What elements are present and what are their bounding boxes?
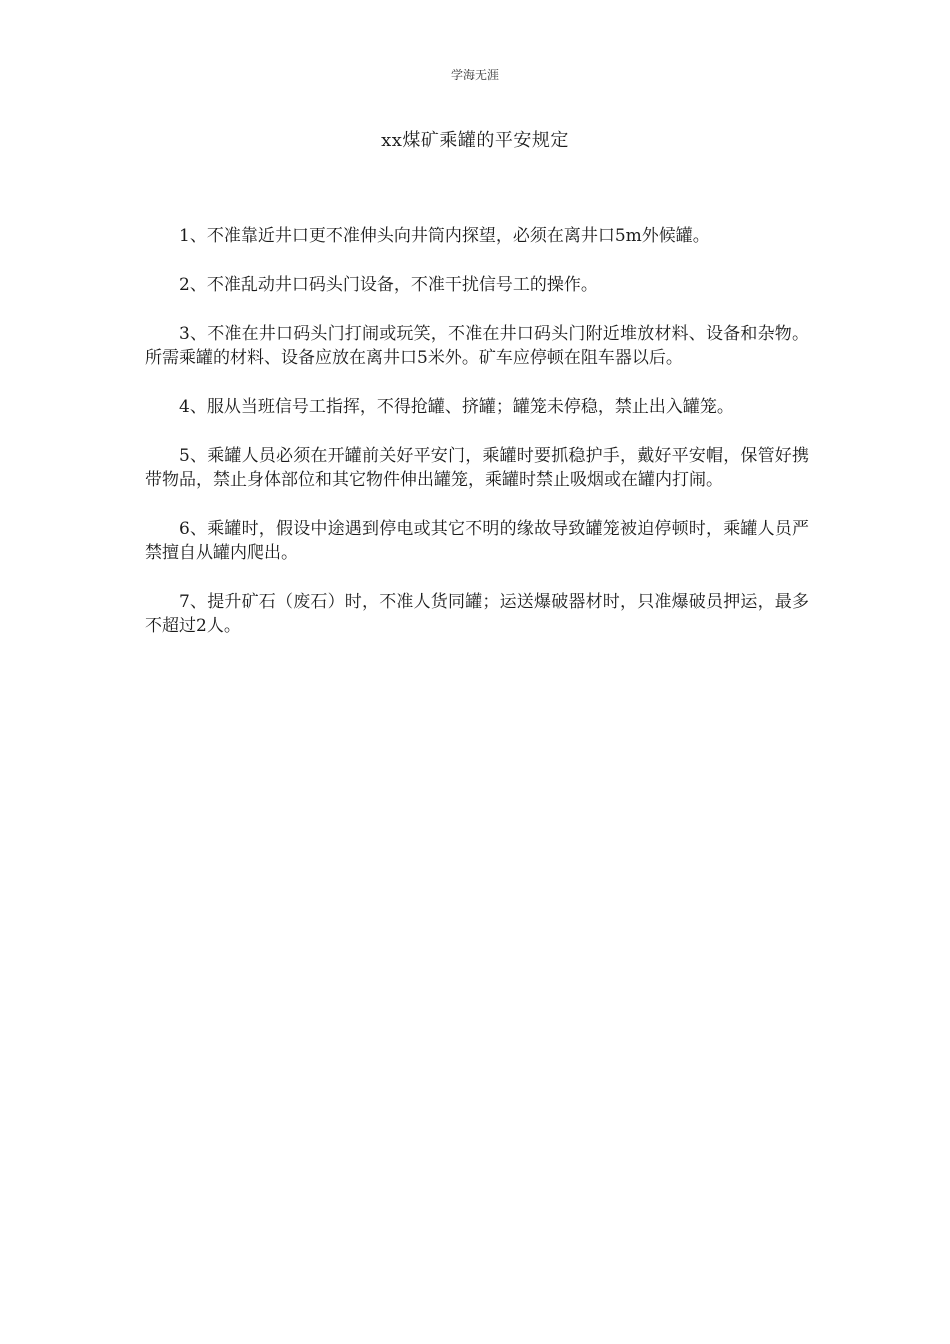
page-header: 学海无涯: [450, 68, 499, 82]
document-body: [145, 224, 809, 663]
rule-paragraph-2: 2、不准乱动井口码头门设备，不准干扰信号工的操作。: [179, 275, 598, 295]
rule-paragraph-7: 7、提升矿石（废石）时，不准人货同罐；运送爆破器材时，只准爆破员押运，最多不超过2人。: [145, 592, 809, 636]
rule-paragraph-5: 5、乘罐人员必须在开罐前关好平安门，乘罐时要抓稳护手，戴好平安帽，保管好携带物品，禁止身体部位和其它物件伸出罐笼，乘罐时禁止吸烟或在罐内打闹。: [145, 446, 809, 490]
rule-paragraph-1: 1、不准靠近井口更不准伸头向井筒内探望，必须在离井口5m外候罐。: [179, 226, 710, 246]
rule-paragraph-4: 4、服从当班信号工指挥，不得抢罐、挤罐；罐笼未停稳，禁止出入罐笼。: [179, 397, 734, 417]
rule-paragraph-6: 6、乘罐时，假设中途遇到停电或其它不明的缘故导致罐笼被迫停顿时，乘罐人员严禁擅自从罐内爬出。: [145, 519, 809, 563]
rule-paragraph-3: 3、不准在井口码头门打闹或玩笑，不准在井口码头门附近堆放材料、设备和杂物。所需乘罐的材料、设备应放在离井口5米外。矿车应停顿在阻车器以后。: [145, 324, 809, 368]
document-title: xx煤矿乘罐的平安规定: [381, 130, 569, 151]
